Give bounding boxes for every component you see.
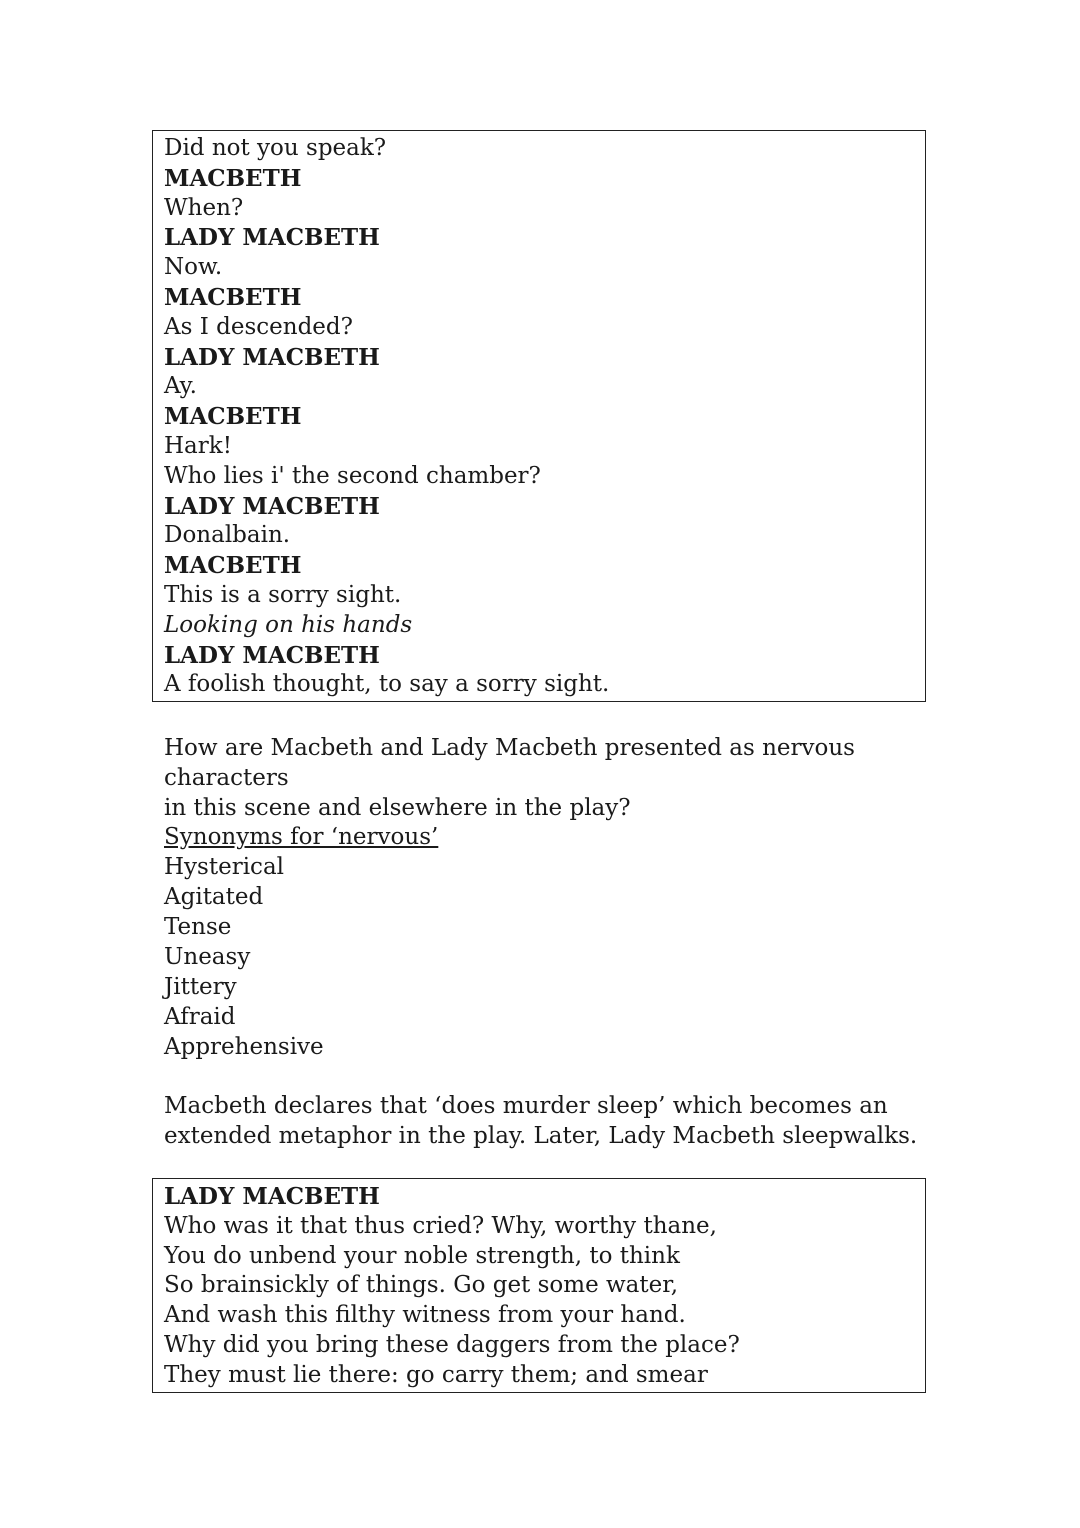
dialogue-line: So brainsickly of things. Go get some water, [164, 1272, 679, 1299]
metaphor-line-2: extended metaphor in the play. Later, Lady Macbeth sleepwalks. [164, 1123, 918, 1149]
question-line-2: in this scene and elsewhere in the play? [164, 795, 631, 821]
synonym-item: Hysterical [164, 854, 285, 880]
dialogue-line: A foolish thought, to say a sorry sight. [164, 671, 610, 698]
dialogue-line: Why did you bring these daggers from the place? [164, 1331, 740, 1358]
speaker-name: MACBETH [164, 164, 302, 192]
synonym-item: Tense [164, 914, 232, 940]
play-extract-box-1 [152, 130, 926, 702]
dialogue-line: Did not you speak? [164, 135, 387, 161]
dialogue-line: This is a sorry sight. [164, 581, 402, 608]
speaker-name: LADY MACBETH [164, 492, 380, 520]
dialogue-line: Who was it that thus cried? Why, worthy thane, [164, 1212, 717, 1239]
speaker-name: LADY MACBETH [164, 224, 380, 252]
speaker-name: LADY MACBETH [164, 1183, 380, 1210]
speaker-name: LADY MACBETH [164, 641, 380, 669]
synonym-item: Jittery [164, 974, 237, 1000]
question-line-1: How are Macbeth and Lady Macbeth presented as nervous characters [164, 735, 855, 791]
dialogue-line: Now. [164, 254, 223, 281]
speaker-name: MACBETH [164, 403, 302, 431]
dialogue-line: As I descended? [164, 313, 353, 340]
essay-question [164, 733, 964, 823]
dialogue-line: Ay. [164, 373, 197, 400]
metaphor-line-1: Macbeth declares that ‘does murder sleep’ which becomes an [164, 1093, 888, 1119]
metaphor-paragraph [164, 1091, 964, 1151]
dialogue-line: Hark! [164, 432, 232, 459]
speaker-name: LADY MACBETH [164, 343, 380, 371]
synonym-item: Agitated [164, 884, 264, 910]
speaker-name: MACBETH [164, 552, 302, 580]
synonym-item: Uneasy [164, 944, 251, 970]
dialogue-line: They must lie there: go carry them; and smear [164, 1361, 708, 1388]
dialogue-line: Who lies i' the second chamber? [164, 462, 541, 489]
speaker-name: MACBETH [164, 283, 302, 311]
synonym-item: Afraid [164, 1004, 236, 1030]
dialogue-line: Donalbain. [164, 522, 291, 549]
stage-direction: Looking on his hands [164, 611, 413, 638]
dialogue-line: You do unbend your noble strength, to think [164, 1242, 680, 1269]
synonyms-list [164, 822, 964, 1062]
dialogue-line: When? [164, 194, 244, 221]
play-extract-box-2 [152, 1178, 926, 1393]
synonyms-heading: Synonyms for ‘nervous’ [164, 824, 439, 850]
dialogue-line: And wash this filthy witness from your hand. [164, 1302, 686, 1329]
synonym-item: Apprehensive [164, 1034, 324, 1060]
